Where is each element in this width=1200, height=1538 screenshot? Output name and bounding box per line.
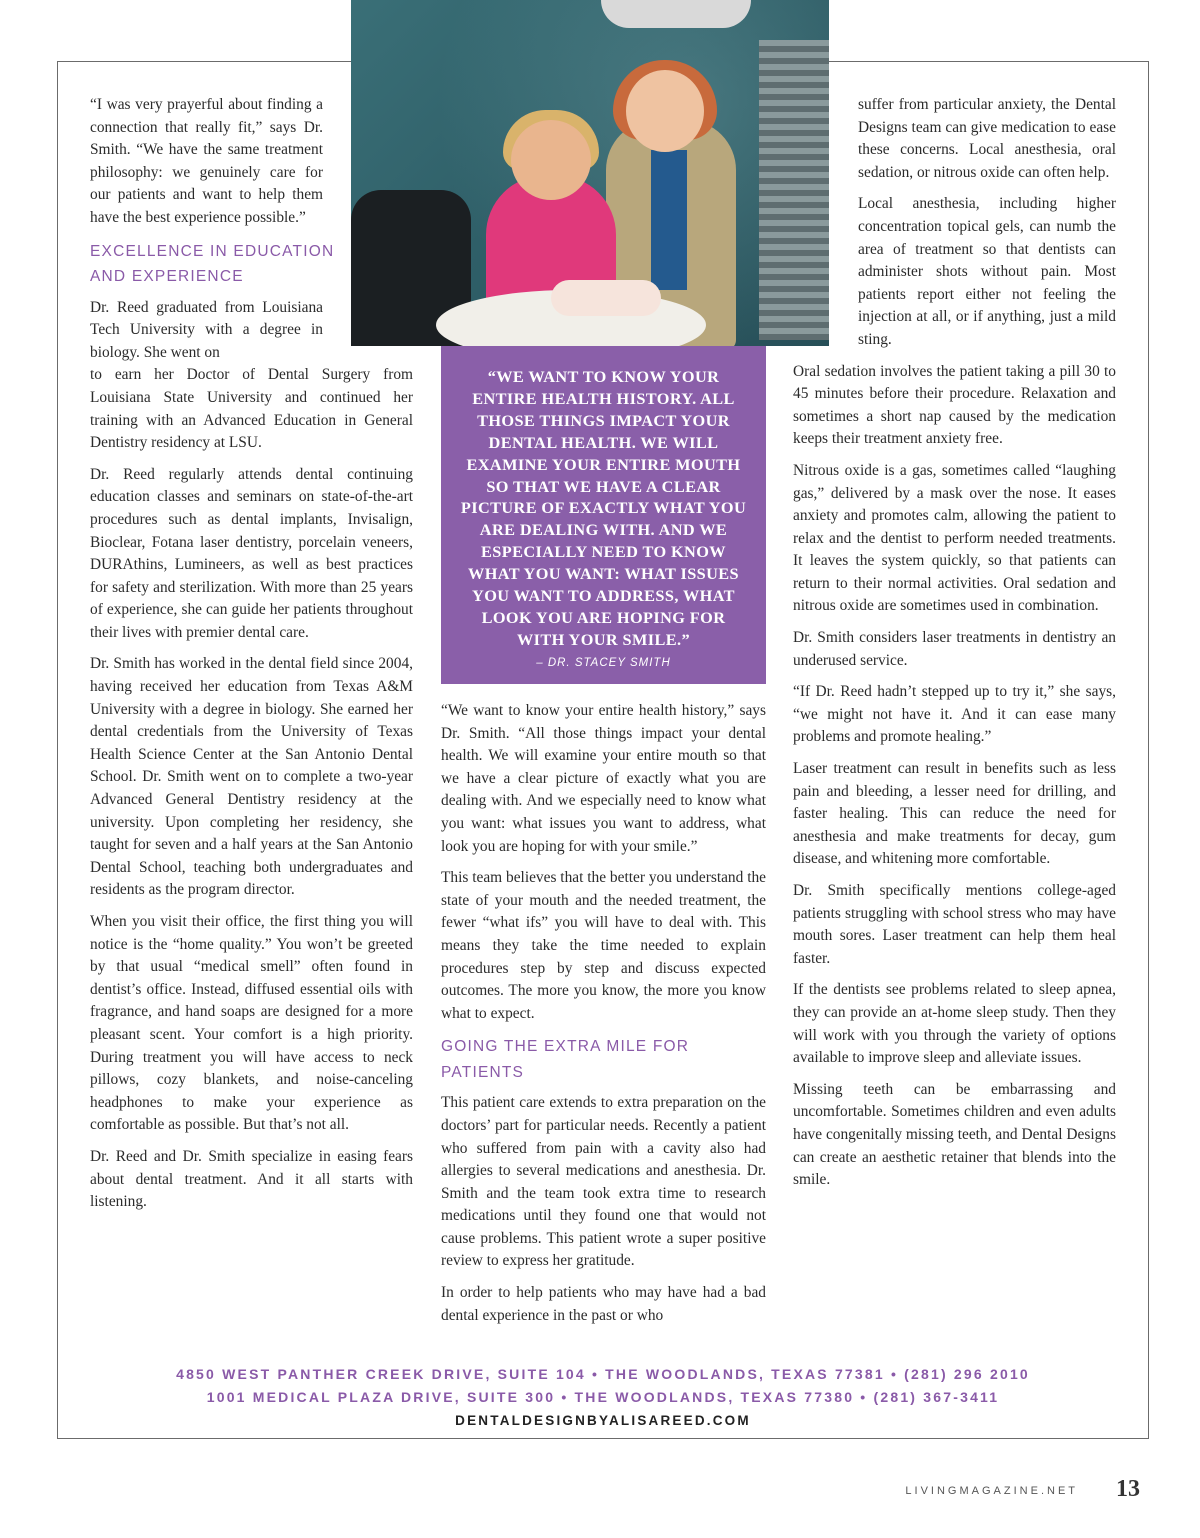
right-paragraph-5: Dr. Smith considers laser treatments in dentistry an underused service. [793,629,1116,669]
page-number: 13 [1116,1476,1140,1502]
pull-quote-box [441,346,766,684]
address-line-1: 4850 WEST PANTHER CREEK DRIVE, SUITE 104 • THE WOODLANDS, TEXAS 77381 • (281) 296 2010 [176,1366,1030,1382]
middle-paragraph-2: This team believes that the better you understand the state of your mouth and the needed treatment, the fewer “what ifs” you will have to deal with. This means they take the time needed to explain procedures step by step and discuss expected outcomes. The more you know, the more you know what to expect. [441,869,766,1022]
left-paragraph-6: Dr. Reed and Dr. Smith specialize in easing fears about dental treatment. And it all starts with listening. [90,1147,413,1211]
left-paragraph-2a: Dr. Reed graduated from Louisiana Tech University with a degree in biology. She went on [90,298,323,361]
section-heading-extra-mile: GOING THE EXTRA MILE FOR PATIENTS [441,1038,690,1081]
right-column [793,94,1116,1192]
middle-paragraph-1: “We want to know your entire health history,” says Dr. Smith. “All those things impact your dental health. We will examine your entire mouth so that we have a clear picture of exactly what you are dealing with. And we especially need to know what you want: what issues you want to address, what look you are hoping for with your smile.” [441,702,766,855]
right-paragraph-8: Dr. Smith specifically mentions college-aged patients struggling with school stress who may have mouth sores. Laser treatment can help them heal faster. [793,882,1116,967]
right-paragraph-6: “If Dr. Reed hadn’t stepped up to try it,” she says, “we might not have it. And it can ease many problems and promote healing.” [793,683,1116,746]
section-heading-education: EXCELLENCE IN EDUCATION AND EXPERIENCE [90,242,335,286]
left-paragraph-5: When you visit their office, the first thing you will notice is the “home quality.” You won’t be greeted by that usual “medical smell” often found in dentist’s office. Instead, diffused essential oils with fragrance, and hand soaps are designed for a more pleasant scent. Your comfort is a high priority. During treatment you will have access to neck pillows, cozy blankets, and noise-canceling headphones to make your experience as comfortable as possible. But that’s not all. [90,913,413,1134]
middle-column [441,700,766,1327]
right-paragraph-1: suffer from particular anxiety, the Dental Designs team can give medication to ease these concerns. Local anesthesia, oral sedation, or nitrous oxide can often help. [858,96,1116,181]
magazine-site: LIVINGMAGAZINE.NET [905,1485,1078,1497]
page-footer [905,1476,1140,1503]
left-paragraph-2b: to earn her Doctor of Dental Surgery from Louisiana State University and continued her training with an Advanced Education in General Dentistry residency at LSU. [90,366,413,452]
contact-footer [57,1363,1149,1433]
middle-paragraph-4: In order to help patients who may have had a bad dental experience in the past or who [441,1284,766,1324]
right-paragraph-7: Laser treatment can result in benefits such as less pain and bleeding, a lesser need for drilling, and faster healing. This can reduce the need for anesthesia and make treatments for decay, gum disease, and whitening more comfortable. [793,760,1116,868]
website-link[interactable]: DENTALDESIGNBYALISAREED.COM [455,1413,751,1428]
middle-paragraph-3: This patient care extends to extra preparation on the doctors’ part for particular needs. Recently a patient who suffered from pain with a cavity also had allergies to several medications and anesthesia. Dr. Smith and the team took extra time to research medications until they found one that would not cause problems. This patient wrote a super positive review to express her gratitude. [441,1094,766,1270]
pull-quote-text: “WE WANT TO KNOW YOUR ENTIRE HEALTH HISTORY. ALL THOSE THINGS IMPACT YOUR DENTAL HEALTH. WE WILL EXAMINE YOUR ENTIRE MOUTH SO THAT WE HAVE A CLEAR PICTURE OF EXACTLY WHAT YOU ARE DEALING WITH. AND WE ESPECIALLY NEED TO KNOW WHAT YOU WANT: WHAT ISSUES YOU WANT TO ADDRESS, WHAT LOOK YOU ARE HOPING FOR WITH YOUR SMILE.” [460,367,747,649]
right-paragraph-10: Missing teeth can be embarrassing and uncomfortable. Sometimes children and even adults have congenitally missing teeth, and Dental Designs can create an aesthetic retainer that blends into the smile. [793,1080,1116,1189]
pull-quote-attribution: – DR. STACEY SMITH [536,656,671,669]
right-paragraph-2: Local anesthesia, including higher concentration topical gels, can numb the area of treatment so that dentists can administer shots without pain. Most patients report either not feeling the injection at all, or if anything, just a mild sting. [858,195,1116,348]
right-paragraph-4: Nitrous oxide is a gas, sometimes called “laughing gas,” delivered by a mask over the nose. It eases anxiety and promotes calm, allowing the patient to relax and the dentist to perform needed treatments. It leaves the system quickly, so that patients can return to their normal activities. Oral sedation and nitrous oxide are sometimes used in combination. [793,461,1116,615]
left-paragraph-4: Dr. Smith has worked in the dental field since 2004, having received her education from Texas A&M University with a degree in biology. She earned her dental credentials from the University of Texas Health Science Center at the San Antonio Dental School. Dr. Smith went on to complete a two-year Advanced General Dentistry residency at the university. Upon completing her residency, she taught for seven and a half years at the San Antonio Dental School, teaching both undergraduates and residents as the program director. [90,655,413,899]
left-paragraph-1: “I was very prayerful about finding a connection that really fit,” says Dr. Smith. “We have the same treatment philosophy: we genuinely care for our patients and want to help them have the best experience possible.” [90,96,323,226]
right-paragraph-3: Oral sedation involves the patient taking a pill 30 to 45 minutes before their procedure. Relaxation and sometimes a short nap caused by the medication keeps their treatment anxiety free. [793,362,1116,448]
photo-two-dentists [351,0,829,346]
left-column [90,94,413,1214]
left-paragraph-3: Dr. Reed regularly attends dental continuing education classes and seminars on state-of-the-art procedures such as dental implants, Invisalign, Bioclear, Fotana laser dentistry, porcelain veneers, DURAthins, Lumineers, as well as best practices for safety and sterilization. With more than 25 years of experience, she can guide her patients throughout their lives with premier dental care. [90,465,413,641]
address-line-2: 1001 MEDICAL PLAZA DRIVE, SUITE 300 • THE WOODLANDS, TEXAS 77380 • (281) 367-3411 [206,1389,1000,1405]
right-paragraph-9: If the dentists see problems related to sleep apnea, they can provide an at-home sleep study. Then they will work with you through the variety of options available to improve sleep and alleviate issues. [793,981,1116,1067]
